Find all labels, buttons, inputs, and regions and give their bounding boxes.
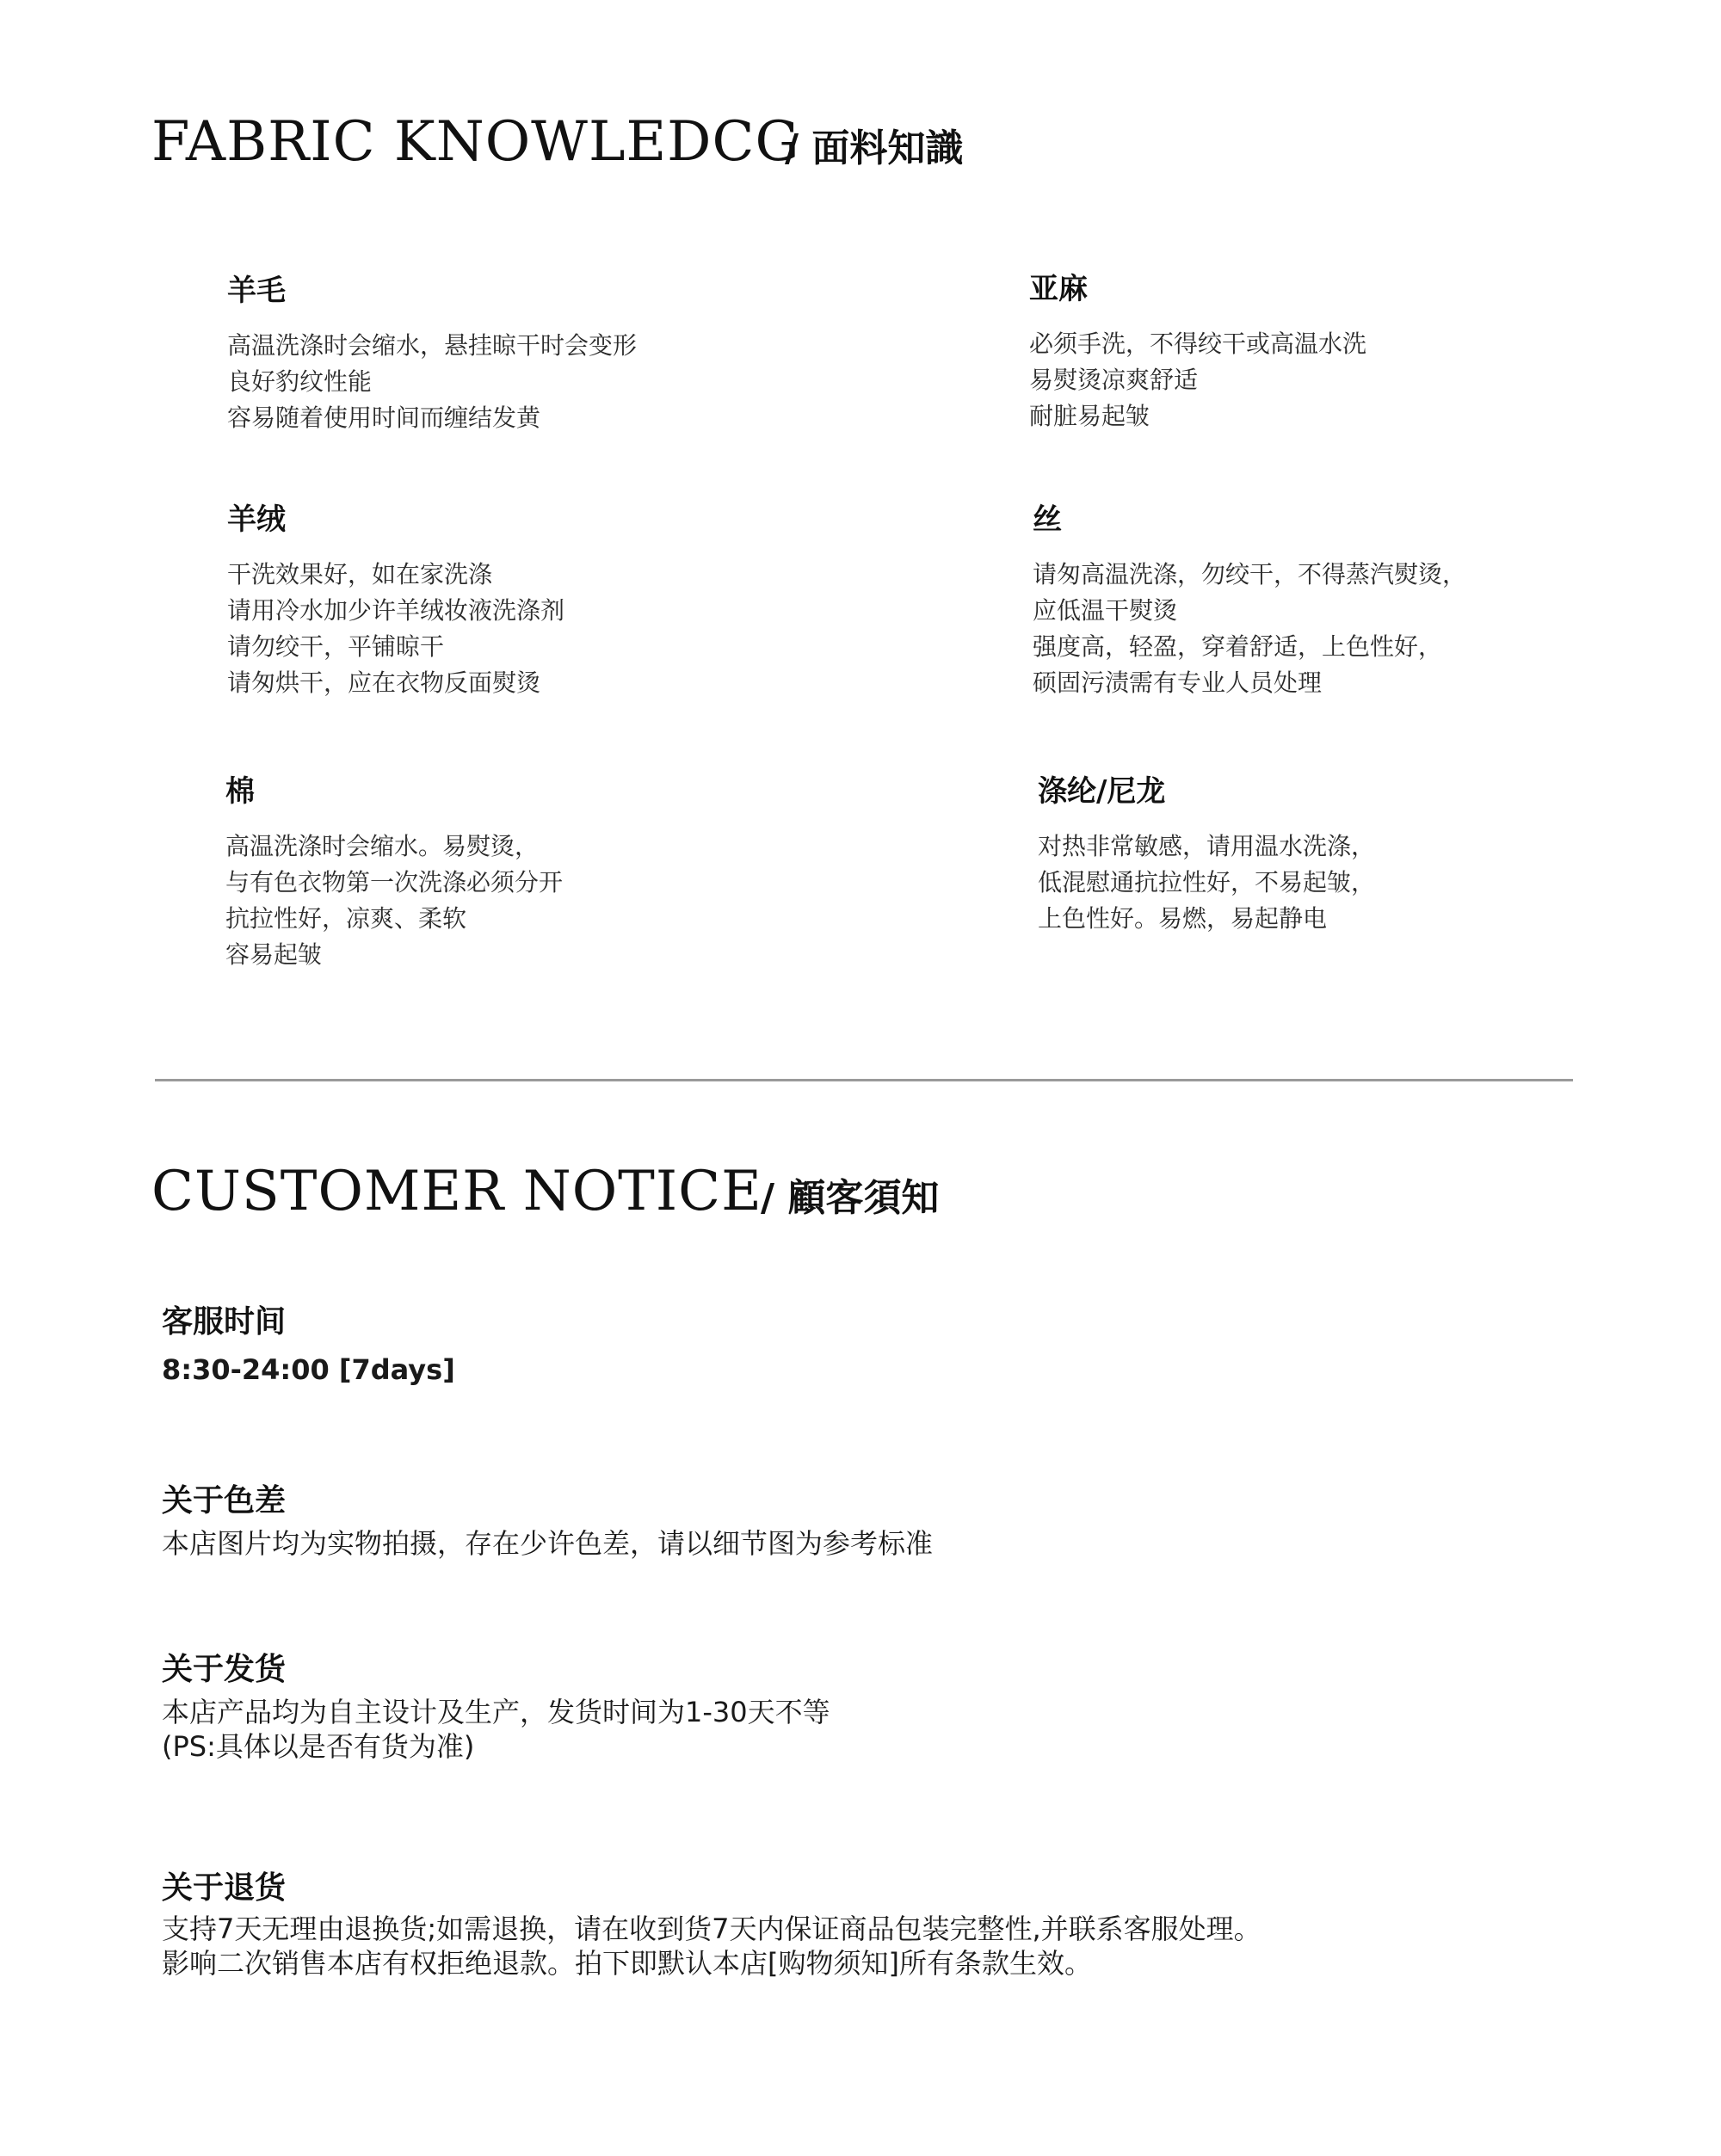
service-hours-value: 8:30-24:00 [7days]	[162, 1353, 455, 1386]
notice-service-hours	[162, 1303, 1539, 1387]
fabric-item-linen	[1029, 265, 1683, 434]
fabric-line: 高温洗涤时会缩水。易熨烫，	[225, 832, 540, 860]
fabric-line: 必须手洗，不得绞干或高温水洗	[1029, 330, 1367, 358]
fabric-line: 高温洗涤时会缩水，悬挂晾干时会变形	[227, 331, 638, 360]
fabric-name: 羊毛	[227, 274, 286, 308]
notice-line: 影响二次销售本店有权拒绝退款。拍下即默认本店[购物须知]所有条款生效。	[162, 1947, 1092, 1980]
notice-shipping	[162, 1650, 1539, 1764]
fabric-title-en: FABRIC KNOWLEDCG	[151, 110, 800, 174]
fabric-line: 应低温干熨烫	[1033, 596, 1178, 625]
fabric-item-polyester-nylon	[1038, 767, 1692, 937]
fabric-title-cn: / 面料知識	[785, 126, 964, 170]
notice-line: 本店产品均为自主设计及生产，发货时间为1-30天不等	[162, 1696, 830, 1728]
notice-returns	[162, 1869, 1539, 1980]
fabric-line: 低混慰通抗拉性好，不易起皱，	[1038, 868, 1376, 896]
fabric-line: 对热非常敏感，请用温水洗涤，	[1038, 832, 1376, 860]
notice-heading: 关于退货	[162, 1870, 287, 1906]
fabric-line: 良好豹纹性能	[227, 367, 373, 396]
notice-section-title	[151, 1160, 940, 1223]
fabric-line: 耐脏易起皱	[1029, 402, 1150, 430]
fabric-name: 丝	[1033, 502, 1062, 537]
fabric-line: 抗拉性好，凉爽、柔软	[225, 904, 467, 933]
fabric-name: 羊绒	[227, 502, 286, 537]
fabric-item-silk	[1033, 496, 1687, 701]
fabric-line: 请勿绞干，平铺晾干	[227, 632, 445, 661]
notice-title-en: CUSTOMER NOTICE	[151, 1160, 762, 1223]
notice-title-cn: / 顧客須知	[761, 1176, 940, 1220]
fabric-item-wool	[227, 267, 881, 436]
fabric-line: 请用冷水加少许羊绒妆液洗涤剂	[227, 596, 565, 625]
fabric-line: 干洗效果好，如在家洗涤	[227, 560, 493, 588]
fabric-line: 强度高，轻盈，穿着舒适，上色性好，	[1033, 632, 1443, 661]
fabric-line: 易熨烫凉爽舒适	[1029, 366, 1199, 394]
notice-line: (PS:具体以是否有货为准)	[162, 1730, 475, 1763]
notice-color-difference	[162, 1481, 1539, 1561]
fabric-item-cashmere	[227, 496, 881, 701]
notice-heading: 关于发货	[162, 1652, 287, 1687]
fabric-line: 容易随着使用时间而缠结发黄	[227, 403, 541, 432]
fabric-line: 请匆高温洗涤，勿绞干，不得蒸汽熨烫，	[1033, 560, 1467, 588]
fabric-name: 亚麻	[1029, 272, 1088, 306]
fabric-name: 涤纶/尼龙	[1038, 774, 1166, 809]
notice-heading: 客服时间	[162, 1304, 287, 1340]
fabric-section-title	[151, 110, 964, 174]
notice-heading: 关于色差	[162, 1483, 287, 1518]
fabric-item-cotton	[225, 767, 879, 973]
fabric-line: 请匆烘干，应在衣物反面熨烫	[227, 668, 541, 697]
notice-line: 支持7天无理由退换货;如需退换，请在收到货7天内保证商品包装完整性,并联系客服处理。	[162, 1913, 1261, 1945]
fabric-line: 上色性好。易燃，易起静电	[1038, 904, 1328, 933]
fabric-line: 与有色衣物第一次洗涤必须分开	[225, 868, 564, 896]
fabric-line: 容易起皱	[225, 940, 323, 969]
fabric-name: 棉	[225, 774, 255, 809]
section-divider	[155, 1079, 1573, 1081]
notice-line: 本店图片均为实物拍摄，存在少许色差，请以细节图为参考标准	[162, 1527, 934, 1560]
fabric-line: 硕固污渍需有专业人员处理	[1033, 668, 1323, 697]
